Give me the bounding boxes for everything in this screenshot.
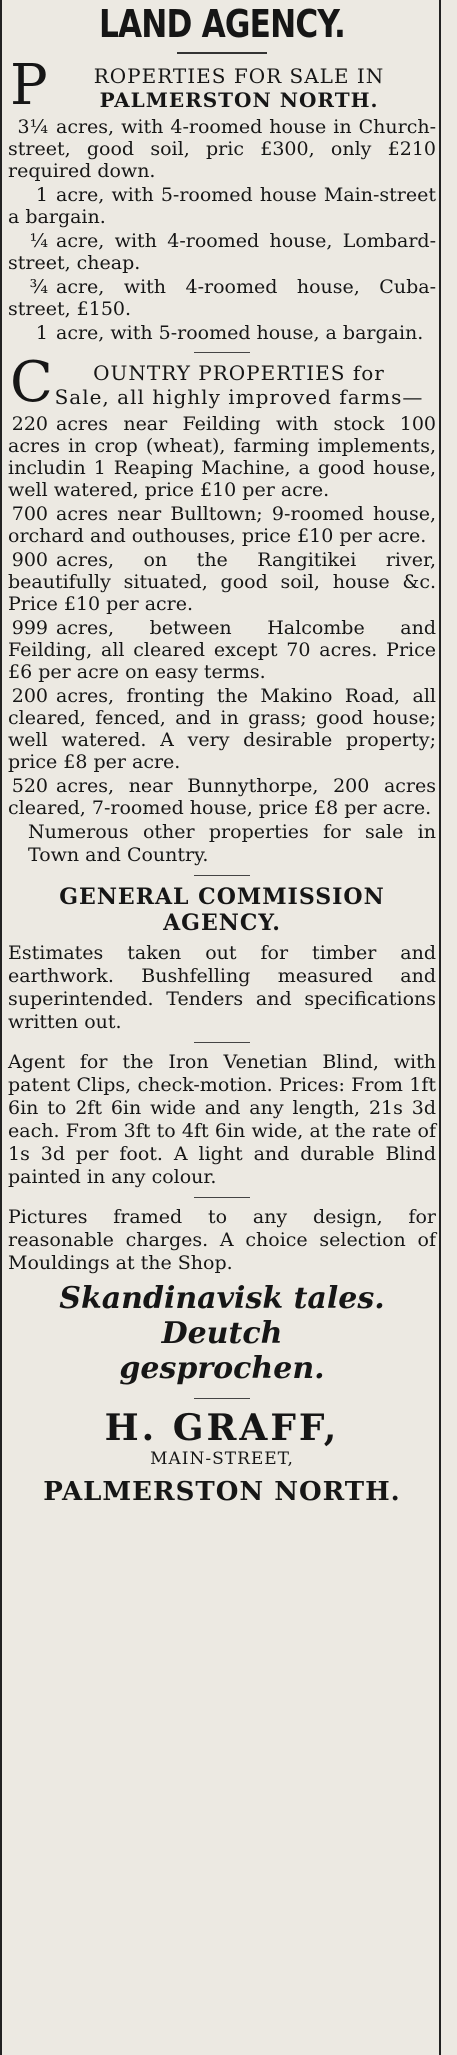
commission-title: GENERAL COMMISSION: [59, 884, 385, 910]
masthead-title: LAND AGENCY.: [98, 2, 346, 46]
language-note: Skandinavisk tales. Deutch: [59, 1281, 385, 1351]
divider: [194, 875, 250, 876]
section-town-header: [8, 53, 436, 118]
dropcap: P: [10, 53, 48, 118]
listing-item: 1 acre, with 5-roomed house Main-street a bargain.: [8, 184, 436, 228]
divider: [177, 52, 267, 54]
listing-item: 220 acres near Feilding with stock 100 acres in crop (wheat), farming implements, includin 1 Reaping Machine, a good house, well watered, price £10 per acre.: [8, 413, 436, 501]
listing-item: 200 acres, fronting the Makino Road, all cleared, fenced, and in grass; good house; well watered. A very desirable property; price £8 per acre.: [8, 685, 436, 773]
commission-subtitle: AGENCY.: [163, 910, 281, 936]
section-subheading: Sale, all highly improved farms—: [54, 385, 424, 409]
listing-item: ¾ acre, with 4-roomed house, Cuba-street, £150.: [8, 276, 436, 320]
listing-item: 520 acres, near Bunnythorpe, 200 acres cleared, 7-roomed house, price £8 per acre.: [8, 775, 436, 819]
listing-item: 1 acre, with 5-roomed house, a bargain.: [35, 322, 424, 344]
language-note-cont: gesprochen.: [119, 1351, 325, 1386]
town-name: PALMERSTON NORTH.: [43, 1477, 401, 1507]
proprietor-name: H. GRAFF,: [104, 1407, 340, 1449]
pictures-paragraph: Pictures framed to any design, for reasonable charges. A choice selection of Mouldings at the Shop.: [8, 1206, 436, 1274]
listing-item: 700 acres near Bulltown; 9-roomed house, orchard and outhouses, price £10 per acre.: [8, 503, 436, 547]
advertisement: [8, 0, 436, 1507]
section-subheading: PALMERSTON NORTH.: [99, 88, 379, 112]
divider: [194, 1197, 250, 1198]
section-heading: ROPERTIES FOR SALE IN: [93, 64, 385, 88]
street-address: MAIN-STREET,: [150, 1449, 294, 1469]
column-rule-right: [439, 0, 441, 2055]
column-rule-left: [0, 0, 2, 2055]
listing-item: ¼ acre, with 4-roomed house, Lombard-street, cheap.: [8, 230, 436, 274]
country-listings: [8, 413, 436, 819]
blind-paragraph: Agent for the Iron Venetian Blind, with patent Clips, check-motion. Prices: From 1ft 6in to 2ft 6in wide and any length, 21s 3d each. From 3ft to 4ft 6in wide, at the rate of 1s 3d per foot. A light and durable Blind painted in any colour.: [8, 1051, 436, 1188]
listing-item: 900 acres, on the Rangitikei river, beautifully situated, good soil, house &c. Price £10 per acre.: [8, 549, 436, 615]
divider: [194, 1042, 250, 1043]
listing-item: 999 acres, between Halcombe and Feilding, all cleared except 70 acres. Price £6 per acre on easy terms.: [8, 617, 436, 683]
listing-item: 3¼ acres, with 4-roomed house in Church-street, good soil, pric £300, only £210 required down.: [8, 116, 436, 182]
town-listings: [8, 116, 436, 344]
dropcap: C: [10, 350, 53, 415]
section-heading: OUNTRY PROPERTIES for: [93, 361, 385, 385]
section-country-header: [8, 350, 436, 415]
divider: [194, 1398, 250, 1399]
listings-footer: Numerous other properties for sale in Town and Country.: [28, 821, 436, 866]
divider: [194, 352, 250, 353]
commission-paragraph: Estimates taken out for timber and earthwork. Bushfelling measured and superintended. Tenders and specifications written out.: [8, 942, 436, 1033]
